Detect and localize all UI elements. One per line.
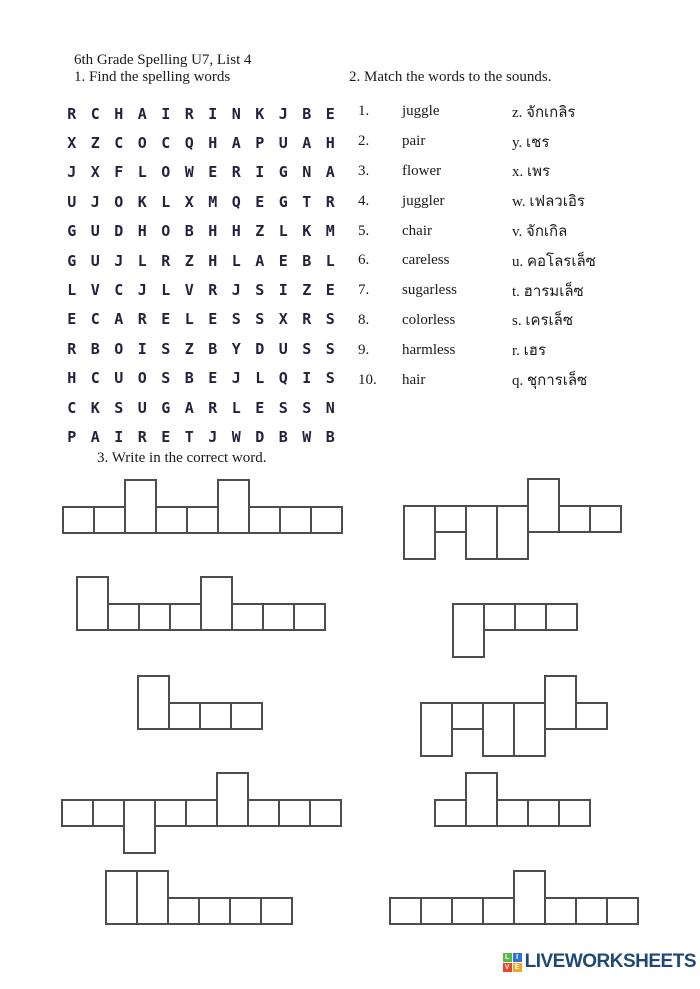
- word-search-letter[interactable]: D: [114, 222, 124, 241]
- word-search-letter[interactable]: I: [302, 369, 312, 388]
- letter-box[interactable]: [545, 603, 578, 631]
- word-search-letter[interactable]: N: [231, 104, 241, 123]
- word-search-letter[interactable]: J: [208, 427, 218, 446]
- letter-box[interactable]: [420, 897, 453, 925]
- word-search-row: [60, 334, 342, 363]
- word-search-letter[interactable]: O: [114, 339, 124, 358]
- word-search-letter[interactable]: O: [114, 192, 124, 211]
- word-search-letter[interactable]: V: [184, 281, 194, 300]
- letter-box[interactable]: [452, 603, 485, 658]
- match-number: 7.: [358, 282, 370, 299]
- word-search-letter[interactable]: G: [278, 192, 288, 211]
- word-search-letter[interactable]: H: [231, 222, 241, 241]
- word-search-letter[interactable]: E: [255, 398, 265, 417]
- letter-box[interactable]: [61, 799, 94, 827]
- letter-box[interactable]: [606, 897, 639, 925]
- word-search-row: [60, 364, 342, 393]
- word-search-letter[interactable]: U: [137, 398, 147, 417]
- match-number: 6.: [358, 252, 370, 269]
- word-shape: [62, 506, 343, 534]
- match-word[interactable]: juggle: [402, 103, 440, 120]
- word-search-letter[interactable]: B: [278, 427, 288, 446]
- word-search-letter[interactable]: S: [302, 398, 312, 417]
- word-search-letter[interactable]: P: [67, 427, 77, 446]
- word-search-letter[interactable]: X: [90, 163, 100, 182]
- page-title: 6th Grade Spelling U7, List 4: [74, 52, 252, 68]
- word-search-letter[interactable]: B: [302, 104, 312, 123]
- letter-box[interactable]: [513, 702, 546, 757]
- match-number: 4.: [358, 192, 370, 209]
- word-search-row: [60, 217, 342, 246]
- word-search-letter[interactable]: H: [325, 134, 335, 153]
- word-search-letter[interactable]: I: [255, 163, 265, 182]
- match-row: [358, 127, 596, 157]
- word-search-letter[interactable]: S: [255, 310, 265, 329]
- match-sound[interactable]: x. เพร: [512, 164, 551, 181]
- match-sound[interactable]: w. เฟลวเอิร: [512, 194, 585, 211]
- letter-box[interactable]: [217, 479, 250, 534]
- word-search-letter[interactable]: C: [114, 134, 124, 153]
- match-list: [358, 97, 596, 395]
- letter-box[interactable]: [229, 897, 262, 925]
- word-search-letter[interactable]: T: [184, 427, 194, 446]
- letter-box[interactable]: [279, 506, 312, 534]
- letter-box[interactable]: [169, 603, 202, 631]
- letter-box[interactable]: [167, 897, 200, 925]
- word-search-letter[interactable]: J: [231, 369, 241, 388]
- logo-square: E: [513, 963, 522, 972]
- letter-box[interactable]: [496, 505, 529, 560]
- section3-label: 3. Write in the correct word.: [97, 450, 267, 466]
- letter-box[interactable]: [260, 897, 293, 925]
- liveworksheets-brand: LIVEWORKSHEETS: [524, 951, 696, 972]
- match-word[interactable]: careless: [402, 252, 450, 269]
- word-search-letter[interactable]: Z: [255, 222, 265, 241]
- word-search-letter[interactable]: R: [208, 281, 218, 300]
- word-search-letter[interactable]: J: [114, 251, 124, 270]
- word-search-letter[interactable]: R: [325, 192, 335, 211]
- match-number: 2.: [358, 133, 370, 150]
- word-search-letter[interactable]: A: [325, 163, 335, 182]
- match-row: [358, 335, 596, 365]
- letter-box[interactable]: [451, 702, 484, 730]
- letter-box[interactable]: [451, 897, 484, 925]
- match-number: 9.: [358, 341, 370, 358]
- match-sound[interactable]: v. จักเกิล: [512, 224, 568, 241]
- word-search-letter[interactable]: L: [161, 281, 171, 300]
- word-shape: [61, 799, 342, 854]
- word-search-letter[interactable]: V: [90, 281, 100, 300]
- word-shape: [137, 702, 263, 730]
- word-search-letter[interactable]: H: [67, 369, 77, 388]
- match-number: 5.: [358, 222, 370, 239]
- word-search-letter[interactable]: L: [67, 281, 77, 300]
- word-search-letter[interactable]: U: [278, 134, 288, 153]
- word-search-letter[interactable]: J: [278, 104, 288, 123]
- word-shape: [76, 603, 326, 631]
- word-search-letter[interactable]: E: [67, 310, 77, 329]
- word-search-letter[interactable]: G: [67, 222, 77, 241]
- match-word[interactable]: pair: [402, 133, 426, 150]
- match-row: [358, 306, 596, 336]
- word-search-letter[interactable]: C: [114, 281, 124, 300]
- word-search-letter[interactable]: L: [325, 251, 335, 270]
- match-row: [358, 157, 596, 187]
- word-search-row: [60, 158, 342, 187]
- word-search-letter[interactable]: H: [137, 222, 147, 241]
- word-search-letter[interactable]: Z: [184, 339, 194, 358]
- word-search-letter[interactable]: U: [90, 251, 100, 270]
- word-search-letter[interactable]: E: [325, 281, 335, 300]
- letter-box[interactable]: [168, 702, 201, 730]
- letter-box[interactable]: [199, 702, 232, 730]
- letter-box[interactable]: [62, 506, 95, 534]
- word-search-letter[interactable]: J: [137, 281, 147, 300]
- letter-box[interactable]: [200, 576, 233, 631]
- word-search-letter[interactable]: W: [184, 163, 194, 182]
- word-search-letter[interactable]: R: [137, 310, 147, 329]
- word-search-letter[interactable]: K: [137, 192, 147, 211]
- letter-box[interactable]: [483, 603, 516, 631]
- word-search-grid: [60, 99, 342, 452]
- match-word[interactable]: flower: [402, 162, 442, 179]
- word-shape: [389, 897, 639, 925]
- match-sound[interactable]: s. เครเล็ซ: [512, 313, 574, 330]
- match-sound[interactable]: r. เฮร: [512, 343, 547, 360]
- word-search-letter[interactable]: L: [278, 222, 288, 241]
- logo-square: V: [503, 963, 512, 972]
- word-shape: [403, 505, 622, 560]
- word-search-row: [60, 128, 342, 157]
- match-number: 1.: [358, 103, 370, 120]
- letter-box[interactable]: [465, 505, 498, 560]
- match-sound[interactable]: u. คอโลรเล็ซ: [512, 253, 596, 270]
- word-search-letter[interactable]: A: [114, 310, 124, 329]
- liveworksheets-logo-icon: [503, 953, 522, 972]
- word-search-row: [60, 246, 342, 275]
- word-search-letter[interactable]: A: [90, 427, 100, 446]
- match-row: [358, 97, 596, 127]
- word-search-letter[interactable]: G: [67, 251, 77, 270]
- letter-box[interactable]: [434, 799, 467, 827]
- word-search-letter[interactable]: M: [208, 192, 218, 211]
- word-search-letter[interactable]: D: [255, 339, 265, 358]
- letter-box[interactable]: [389, 897, 422, 925]
- word-search-letter[interactable]: S: [161, 339, 171, 358]
- letter-box[interactable]: [527, 478, 560, 533]
- word-search-letter[interactable]: B: [302, 251, 312, 270]
- word-search-letter[interactable]: L: [137, 251, 147, 270]
- word-search-letter[interactable]: U: [90, 222, 100, 241]
- word-search-letter[interactable]: J: [67, 163, 77, 182]
- word-search-letter[interactable]: K: [90, 398, 100, 417]
- word-search-letter[interactable]: R: [67, 104, 77, 123]
- match-sound[interactable]: y. เชร: [512, 134, 550, 151]
- letter-box[interactable]: [558, 799, 591, 827]
- match-word[interactable]: sugarless: [402, 282, 457, 299]
- word-search-letter[interactable]: E: [208, 369, 218, 388]
- word-search-letter[interactable]: E: [278, 251, 288, 270]
- match-number: 8.: [358, 311, 370, 328]
- letter-box[interactable]: [137, 675, 170, 730]
- word-search-letter[interactable]: J: [231, 281, 241, 300]
- word-search-letter[interactable]: Q: [184, 134, 194, 153]
- word-search-letter[interactable]: I: [278, 281, 288, 300]
- letter-box[interactable]: [138, 603, 171, 631]
- word-search-letter[interactable]: T: [302, 192, 312, 211]
- word-search-letter[interactable]: G: [278, 163, 288, 182]
- word-search-letter[interactable]: B: [184, 369, 194, 388]
- word-shape: [434, 799, 591, 827]
- word-search-letter[interactable]: N: [302, 163, 312, 182]
- word-search-letter[interactable]: E: [325, 104, 335, 123]
- match-number: 10.: [358, 371, 377, 388]
- liveworksheets-footer[interactable]: [503, 951, 696, 973]
- word-search-letter[interactable]: L: [255, 369, 265, 388]
- letter-box[interactable]: [310, 506, 343, 534]
- word-search-letter[interactable]: R: [302, 310, 312, 329]
- word-search-letter[interactable]: R: [67, 339, 77, 358]
- word-search-letter[interactable]: S: [161, 369, 171, 388]
- word-search-letter[interactable]: R: [137, 427, 147, 446]
- letter-box[interactable]: [420, 702, 453, 757]
- word-search-letter[interactable]: E: [161, 427, 171, 446]
- match-word[interactable]: harmless: [402, 341, 456, 358]
- word-search-row: [60, 99, 342, 128]
- letter-box[interactable]: [155, 506, 188, 534]
- word-search-letter[interactable]: L: [231, 398, 241, 417]
- word-search-letter[interactable]: E: [208, 163, 218, 182]
- word-search-letter[interactable]: X: [67, 134, 77, 153]
- match-number: 3.: [358, 162, 370, 179]
- word-search-row: [60, 275, 342, 304]
- letter-box[interactable]: [309, 799, 342, 827]
- word-search-letter[interactable]: O: [161, 222, 171, 241]
- word-search-letter[interactable]: I: [114, 427, 124, 446]
- letter-box[interactable]: [514, 603, 547, 631]
- word-search-letter[interactable]: H: [208, 134, 218, 153]
- word-search-letter[interactable]: R: [161, 251, 171, 270]
- word-search-letter[interactable]: C: [90, 369, 100, 388]
- logo-square: L: [503, 953, 512, 962]
- word-search-letter[interactable]: D: [255, 427, 265, 446]
- letter-box[interactable]: [124, 479, 157, 534]
- word-search-letter[interactable]: A: [255, 251, 265, 270]
- word-shape: [420, 702, 608, 757]
- word-search-letter[interactable]: S: [114, 398, 124, 417]
- letter-box[interactable]: [231, 603, 264, 631]
- match-row: [358, 365, 596, 395]
- word-search-letter[interactable]: U: [114, 369, 124, 388]
- match-word[interactable]: hair: [402, 371, 426, 388]
- match-sound[interactable]: q. ชุการเล็ซ: [512, 373, 588, 390]
- word-search-letter[interactable]: U: [67, 192, 77, 211]
- word-search-letter[interactable]: R: [184, 104, 194, 123]
- letter-box[interactable]: [92, 799, 125, 827]
- letter-box[interactable]: [293, 603, 326, 631]
- word-search-row: [60, 422, 342, 451]
- letter-box[interactable]: [123, 799, 156, 854]
- letter-box[interactable]: [482, 897, 515, 925]
- word-search-letter[interactable]: X: [184, 192, 194, 211]
- word-search-letter[interactable]: J: [90, 192, 100, 211]
- letter-box[interactable]: [247, 799, 280, 827]
- letter-box[interactable]: [403, 505, 436, 560]
- word-search-letter[interactable]: K: [302, 222, 312, 241]
- word-search-letter[interactable]: U: [278, 339, 288, 358]
- word-search-letter[interactable]: C: [67, 398, 77, 417]
- match-sound[interactable]: z. จักเกลิร: [512, 104, 576, 121]
- word-search-letter[interactable]: Q: [278, 369, 288, 388]
- word-search-letter[interactable]: L: [161, 192, 171, 211]
- word-search-letter[interactable]: C: [90, 104, 100, 123]
- logo-square: I: [513, 953, 522, 962]
- word-search-letter[interactable]: L: [137, 163, 147, 182]
- word-search-row: [60, 393, 342, 422]
- word-search-letter[interactable]: O: [161, 163, 171, 182]
- word-search-row: [60, 187, 342, 216]
- letter-box[interactable]: [185, 799, 218, 827]
- word-search-letter[interactable]: H: [208, 251, 218, 270]
- match-row: [358, 276, 596, 306]
- word-search-letter[interactable]: M: [325, 222, 335, 241]
- word-search-letter[interactable]: Y: [231, 339, 241, 358]
- word-shape: [452, 603, 578, 658]
- letter-box[interactable]: [589, 505, 622, 533]
- letter-box[interactable]: [496, 799, 529, 827]
- match-row: [358, 216, 596, 246]
- word-search-letter[interactable]: I: [137, 339, 147, 358]
- section2-label: 2. Match the words to the sounds.: [349, 69, 552, 85]
- word-search-letter[interactable]: I: [161, 104, 171, 123]
- letter-box[interactable]: [105, 870, 138, 925]
- letter-box[interactable]: [230, 702, 263, 730]
- word-search-letter[interactable]: L: [231, 251, 241, 270]
- word-search-letter[interactable]: B: [208, 339, 218, 358]
- word-search-letter[interactable]: K: [255, 104, 265, 123]
- word-search-letter[interactable]: S: [325, 339, 335, 358]
- word-search-letter[interactable]: S: [325, 369, 335, 388]
- match-word[interactable]: chair: [402, 222, 432, 239]
- letter-box[interactable]: [527, 799, 560, 827]
- letter-box[interactable]: [575, 702, 608, 730]
- word-search-letter[interactable]: B: [90, 339, 100, 358]
- word-search-letter[interactable]: O: [137, 134, 147, 153]
- word-search-letter[interactable]: R: [208, 398, 218, 417]
- letter-box[interactable]: [216, 772, 249, 827]
- letter-box[interactable]: [482, 702, 515, 757]
- word-search-letter[interactable]: E: [255, 192, 265, 211]
- section1-label: 1. Find the spelling words: [74, 69, 231, 85]
- word-search-letter[interactable]: C: [161, 134, 171, 153]
- word-search-letter[interactable]: P: [255, 134, 265, 153]
- letter-box[interactable]: [154, 799, 187, 827]
- letter-box[interactable]: [278, 799, 311, 827]
- word-search-letter[interactable]: S: [302, 339, 312, 358]
- match-row: [358, 246, 596, 276]
- word-search-letter[interactable]: A: [231, 134, 241, 153]
- letter-box[interactable]: [575, 897, 608, 925]
- word-search-letter[interactable]: H: [114, 104, 124, 123]
- letter-box[interactable]: [76, 576, 109, 631]
- letter-box[interactable]: [186, 506, 219, 534]
- letter-box[interactable]: [107, 603, 140, 631]
- letter-box[interactable]: [198, 897, 231, 925]
- letter-box[interactable]: [248, 506, 281, 534]
- word-search-row: [60, 305, 342, 334]
- word-shape: [105, 897, 293, 925]
- match-sound[interactable]: t. ฮารมเล็ซ: [512, 283, 584, 300]
- word-search-letter[interactable]: C: [90, 310, 100, 329]
- word-search-letter[interactable]: Z: [302, 281, 312, 300]
- letter-box[interactable]: [434, 505, 467, 533]
- letter-box[interactable]: [558, 505, 591, 533]
- word-search-letter[interactable]: N: [325, 398, 335, 417]
- word-search-letter[interactable]: G: [161, 398, 171, 417]
- word-search-letter[interactable]: Z: [184, 251, 194, 270]
- word-search-letter[interactable]: S: [255, 281, 265, 300]
- word-search-letter[interactable]: Q: [231, 192, 241, 211]
- word-search-letter[interactable]: X: [278, 310, 288, 329]
- letter-box[interactable]: [544, 675, 577, 730]
- word-search-letter[interactable]: B: [184, 222, 194, 241]
- word-search-letter[interactable]: F: [114, 163, 124, 182]
- word-search-letter[interactable]: A: [302, 134, 312, 153]
- match-row: [358, 186, 596, 216]
- word-search-letter[interactable]: L: [184, 310, 194, 329]
- word-search-letter[interactable]: E: [208, 310, 218, 329]
- letter-box[interactable]: [136, 870, 169, 925]
- word-search-letter[interactable]: W: [231, 427, 241, 446]
- word-search-letter[interactable]: E: [161, 310, 171, 329]
- match-word[interactable]: colorless: [402, 311, 456, 328]
- word-search-letter[interactable]: S: [231, 310, 241, 329]
- word-search-letter[interactable]: S: [325, 310, 335, 329]
- word-search-letter[interactable]: B: [325, 427, 335, 446]
- word-search-letter[interactable]: H: [208, 222, 218, 241]
- word-search-letter[interactable]: A: [137, 104, 147, 123]
- word-search-letter[interactable]: R: [231, 163, 241, 182]
- word-search-letter[interactable]: A: [184, 398, 194, 417]
- letter-box[interactable]: [544, 897, 577, 925]
- match-word[interactable]: juggler: [402, 192, 445, 209]
- word-search-letter[interactable]: I: [208, 104, 218, 123]
- word-search-letter[interactable]: S: [278, 398, 288, 417]
- letter-box[interactable]: [513, 870, 546, 925]
- letter-box[interactable]: [262, 603, 295, 631]
- word-search-letter[interactable]: Z: [90, 134, 100, 153]
- letter-box[interactable]: [465, 772, 498, 827]
- letter-box[interactable]: [93, 506, 126, 534]
- word-search-letter[interactable]: O: [137, 369, 147, 388]
- word-search-letter[interactable]: W: [302, 427, 312, 446]
